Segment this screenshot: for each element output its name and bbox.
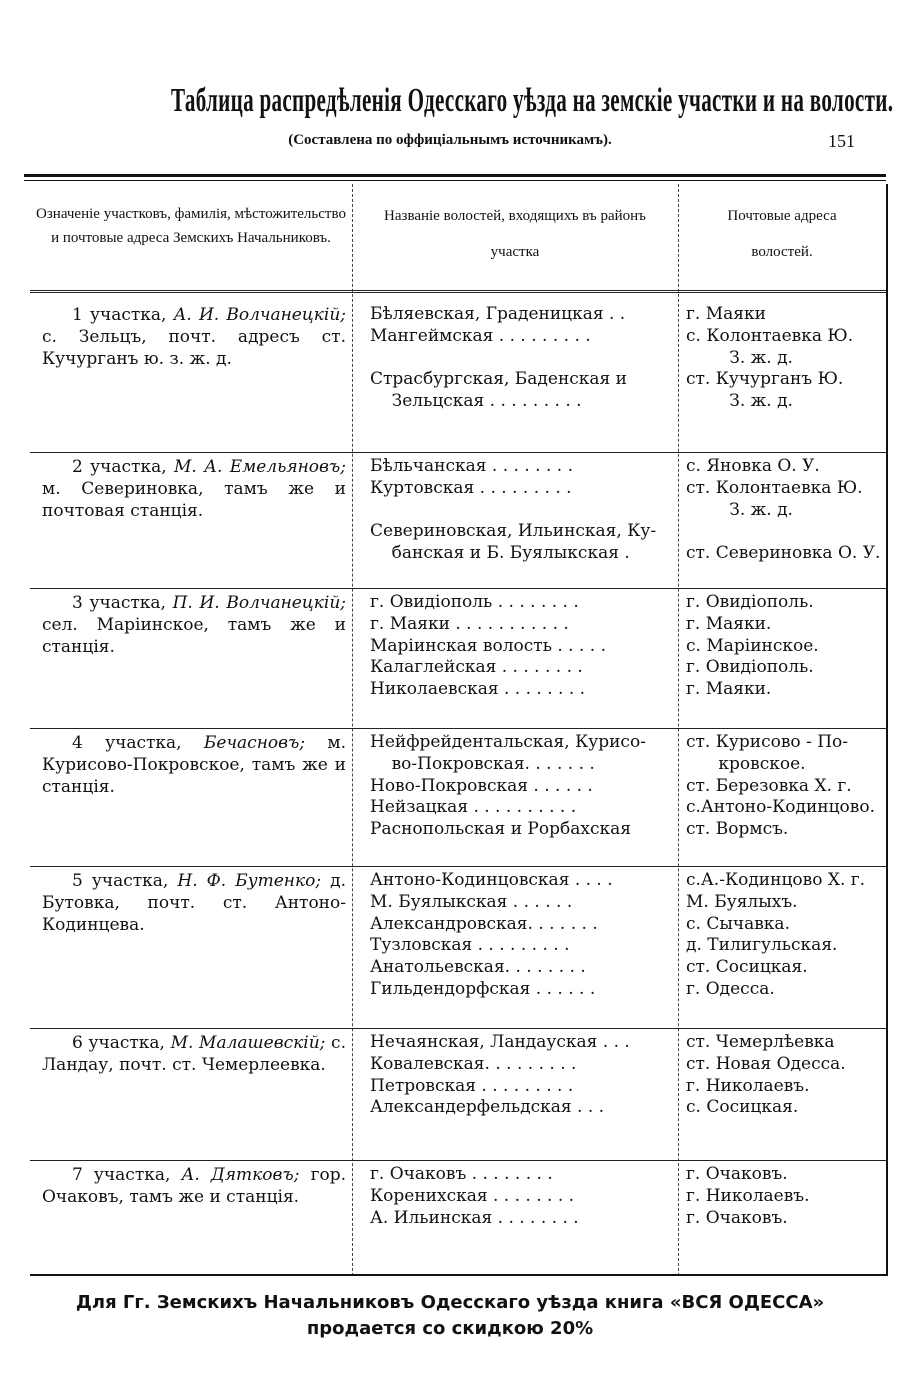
top-rule-thick xyxy=(24,174,886,177)
volost-item: Николаевская . . . . . . . . xyxy=(370,679,586,700)
official-name: П. И. Волчанецкій; xyxy=(172,593,346,613)
volost-item: Гильдендорфская . . . . . . xyxy=(370,978,596,999)
description-text: 1 участка, xyxy=(72,305,174,325)
address-item: ст. Сосицкая. xyxy=(686,957,808,978)
address-item: ст. Курисово - По- xyxy=(686,732,849,752)
address-item: г. Одесса. xyxy=(686,978,775,999)
postal-addresses xyxy=(686,304,886,413)
volost-item: Куртовская . . . . . . . . . xyxy=(370,477,572,498)
volost-item xyxy=(370,348,670,370)
column-divider-2 xyxy=(678,184,679,1276)
address-item: г. Николаевъ. xyxy=(686,1185,810,1206)
page-subtitle: (Составлена по оффиціальнымъ источникамъ). xyxy=(288,132,612,148)
page-number: 151 xyxy=(828,131,855,151)
volost-item: Тузловская . . . . . . . . . xyxy=(370,935,570,956)
address-item: г. Маяки xyxy=(686,304,766,324)
volost-item: Коренихская . . . . . . . . xyxy=(370,1185,575,1206)
address-item: с. Колонтаевка Ю. xyxy=(686,325,854,346)
description-text: 5 участка, xyxy=(72,871,178,891)
postal-addresses xyxy=(686,870,886,1001)
row-divider xyxy=(30,452,886,453)
description-text: 7 участка, xyxy=(72,1165,182,1185)
volost-item: г. Очаковъ . . . . . . . . xyxy=(370,1164,553,1184)
address-item: ст. Вормсъ. xyxy=(686,819,789,840)
address-item: г. Маяки. xyxy=(686,613,772,634)
volost-item: Зельцская . . . . . . . . . xyxy=(370,391,582,412)
address-item: З. ж. д. xyxy=(686,499,793,520)
address-item: с. Сычавка. xyxy=(686,913,790,934)
header-divider xyxy=(30,290,886,293)
address-item: с.Антоно-Кодинцово. xyxy=(686,797,875,818)
postal-addresses xyxy=(686,1164,886,1229)
address-item: г. Очаковъ. xyxy=(686,1164,788,1184)
district-description xyxy=(42,456,346,522)
description-text: м. Севериновка, тамъ же и почтовая станція. xyxy=(42,479,346,521)
column-divider-1 xyxy=(352,184,353,1276)
address-item: З. ж. д. xyxy=(686,347,793,368)
districts-table xyxy=(30,184,888,1276)
address-item: с. Сосицкая. xyxy=(686,1097,799,1118)
footer-line-2: продается со скидкою 20% xyxy=(306,1318,594,1339)
row-divider xyxy=(30,588,886,589)
volosts-list xyxy=(370,870,670,1001)
volost-item: Севериновская, Ильинская, Ку- xyxy=(370,521,657,542)
address-item: д. Тилигульская. xyxy=(686,935,838,956)
description-text: с. Зельцъ, почт. адресъ ст. Кучурганъ ю. з. ж. д. xyxy=(42,327,346,369)
district-description xyxy=(42,732,346,798)
header-col2: Названіе волостей, входящихъ въ районъ участка xyxy=(384,208,646,260)
address-item: М. Буялыхъ. xyxy=(686,891,798,912)
postal-addresses xyxy=(686,1032,886,1119)
official-name: Бечасновъ; xyxy=(203,733,306,753)
address-item: с. Маріинское. xyxy=(686,635,819,656)
address-item: З. ж. д. xyxy=(686,391,793,412)
official-name: А. И. Волчанецкій; xyxy=(173,305,346,325)
address-item: г. Маяки. xyxy=(686,679,772,700)
volosts-list xyxy=(370,732,670,841)
volosts-list xyxy=(370,1032,670,1119)
address-item: с.А.-Кодинцово Х. г. xyxy=(686,870,866,890)
description-text: м. Курисово-Покровское, тамъ же и станція. xyxy=(42,733,347,797)
volost-item: Нечаянская, Ландауская . . . xyxy=(370,1032,630,1052)
header-col3: Почтовые адреса волостей. xyxy=(727,208,837,260)
address-item: ст. Новая Одесса. xyxy=(686,1053,846,1074)
volost-item: Раснопольская и Рорбахская xyxy=(370,819,631,840)
description-text: 3 участка, xyxy=(72,593,173,613)
volost-item: Нейзацкая . . . . . . . . . . xyxy=(370,797,577,818)
volost-item: Страсбургская, Баденская и xyxy=(370,369,628,390)
volost-item: Бѣльчанская . . . . . . . . xyxy=(370,456,573,476)
volost-item: Петровская . . . . . . . . . xyxy=(370,1075,574,1096)
description-text: сел. Маріинское, тамъ же и станція. xyxy=(42,615,346,657)
volost-item: Маріинская волость . . . . . xyxy=(370,635,606,656)
top-rule-thin xyxy=(24,180,886,181)
official-name: А. Дятковъ; xyxy=(181,1165,300,1185)
volosts-list xyxy=(370,592,670,701)
district-description xyxy=(42,1032,346,1076)
description-text: гор. Очаковъ, тамъ же и станція. xyxy=(42,1165,346,1207)
volost-item: Мангеймская . . . . . . . . . xyxy=(370,325,591,346)
volost-item: г. Овидіополь . . . . . . . . xyxy=(370,592,579,612)
volost-item: Анатольевская. . . . . . . . xyxy=(370,957,586,978)
address-item: г. Овидіополь. xyxy=(686,657,814,678)
description-text: 2 участка, xyxy=(72,457,174,477)
volost-item: Александровская. . . . . . . xyxy=(370,913,598,934)
volosts-list xyxy=(370,1164,670,1229)
volost-item: во-Покровская. . . . . . . xyxy=(370,753,595,774)
address-item: г. Овидіополь. xyxy=(686,592,814,612)
district-description xyxy=(42,592,346,658)
row-divider xyxy=(30,866,886,867)
district-description xyxy=(42,304,346,370)
address-item: г. Николаевъ. xyxy=(686,1075,810,1096)
page-title: Таблица распредѣленія Одесскаго уѣзда на земскіе участки и на волости. xyxy=(171,82,894,119)
volost-item: Ковалевская. . . . . . . . . xyxy=(370,1053,577,1074)
row-divider xyxy=(30,728,886,729)
volost-item xyxy=(370,500,670,522)
volost-item: Нейфрейдентальская, Курисо- xyxy=(370,732,646,752)
address-item: ст. Чемерлѣевка xyxy=(686,1032,835,1052)
description-text: с. Ландау, почт. ст. Чемерлеевка. xyxy=(42,1033,346,1075)
postal-addresses xyxy=(686,456,886,565)
description-text: 6 участка, xyxy=(72,1033,171,1053)
postal-addresses xyxy=(686,592,886,701)
address-item: ст. Кучурганъ Ю. xyxy=(686,369,844,390)
header-col1: Означеніе участковъ, фамилія, мѣстожительство и почтовые адреса Земскихъ Начальниковъ. xyxy=(36,206,346,246)
volosts-list xyxy=(370,456,670,565)
address-item: г. Очаковъ. xyxy=(686,1207,788,1228)
description-text: д. Бутовка, почт. ст. Антоно-Кодинцева. xyxy=(42,871,346,935)
volost-item: Александерфельдская . . . xyxy=(370,1097,605,1118)
official-name: М. Малашевскій; xyxy=(170,1033,326,1053)
row-divider xyxy=(30,1160,886,1161)
official-name: Н. Ф. Бутенко; xyxy=(177,871,322,891)
volost-item: г. Маяки . . . . . . . . . . . xyxy=(370,613,569,634)
volost-item: Антоно-Кодинцовская . . . . xyxy=(370,870,613,890)
footer-line-1: Для Гг. Земскихъ Начальниковъ Одесскаго уѣзда книга «ВСЯ ОДЕССА» xyxy=(75,1292,825,1313)
volost-item: банская и Б. Буялыкская . xyxy=(370,543,630,564)
address-item: с. Яновка О. У. xyxy=(686,456,820,476)
address-item: ст. Севериновка О. У. xyxy=(686,543,881,564)
row-divider xyxy=(30,1028,886,1029)
address-item: ст. Березовка Х. г. xyxy=(686,775,852,796)
address-item xyxy=(686,521,886,543)
volost-item: Калаглейская . . . . . . . . xyxy=(370,657,583,678)
volost-item: М. Буялыкская . . . . . . xyxy=(370,891,573,912)
postal-addresses xyxy=(686,732,886,841)
address-item: кровское. xyxy=(686,753,806,774)
address-item: ст. Колонтаевка Ю. xyxy=(686,477,863,498)
volost-item: Бѣляевская, Граденицкая . . xyxy=(370,304,626,324)
volost-item: А. Ильинская . . . . . . . . xyxy=(370,1207,579,1228)
table-bottom-rule xyxy=(30,1274,886,1276)
volost-item: Ново-Покровская . . . . . . xyxy=(370,775,593,796)
official-name: М. А. Емельяновъ; xyxy=(173,457,346,477)
district-description xyxy=(42,870,346,936)
volosts-list xyxy=(370,304,670,413)
description-text: 4 участка, xyxy=(72,733,204,753)
district-description xyxy=(42,1164,346,1208)
